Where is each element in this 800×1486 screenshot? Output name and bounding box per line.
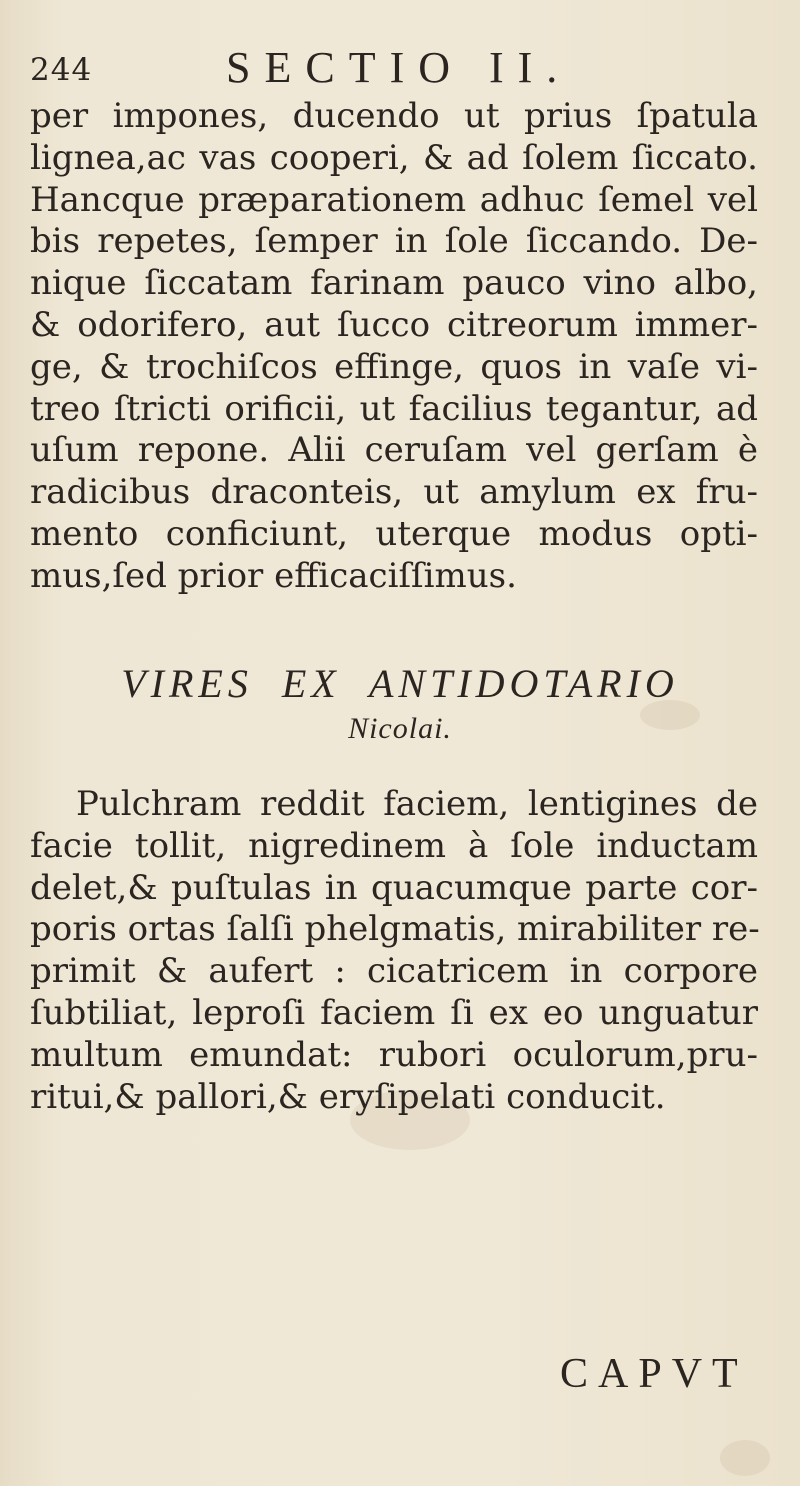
text-line: mus,ſed prior efficaciſſimus.: [30, 555, 517, 596]
paragraph-continued: [30, 96, 758, 598]
text-line: ſubtiliat, leproſi faciem ſi ex eo unguatur: [30, 992, 758, 1033]
text-line: Pulchram reddit faciem, lentigines de: [76, 784, 758, 824]
text-line: ritui,& pallori,& eryſipelati conducit.: [30, 1076, 666, 1117]
text-line: uſum repone. Alii ceruſam vel gerſam è: [30, 430, 758, 471]
text-line: Hancque præparationem adhuc ſemel vel: [30, 179, 758, 220]
section-heading: VIRES EX ANTIDOTARIO: [121, 661, 679, 706]
page-header: [30, 42, 770, 92]
text-line: poris ortas ſalſi phelgmatis, mirabiliter re-: [30, 909, 760, 950]
text-line: bis repetes, ſemper in ſole ſiccando. De-: [30, 221, 758, 262]
text-line: facie tollit, nigredinem à ſole inductam: [30, 825, 758, 866]
text-line: per impones, ducendo ut prius ſpatula: [30, 96, 758, 136]
page-number: 244: [30, 52, 93, 88]
paper-stain: [720, 1440, 770, 1476]
text-line: mento conficiunt, uterque modus opti-: [30, 513, 758, 554]
catchword: CAPVT: [560, 1351, 748, 1397]
text-line: primit & aufert : cicatricem in corpore: [30, 951, 758, 992]
text-line: lignea,ac vas cooperi, & ad ſolem ſiccato.: [30, 137, 758, 178]
text-line: radicibus draconteis, ut amylum ex fru-: [30, 472, 758, 513]
running-head: SECTIO II.: [226, 43, 572, 92]
text-line: treo ſtricti orificii, ut facilius tegantur, ad: [30, 388, 758, 429]
text-line: & odorifero, aut ſucco citreorum immer-: [30, 304, 758, 345]
paragraph-vires: [30, 784, 758, 1118]
text-line: delet,& puſtulas in quacumque parte cor-: [30, 867, 758, 908]
section-subheading: Nicolai.: [348, 712, 452, 745]
text-line: nique ſiccatam farinam pauco vino albo,: [30, 263, 758, 304]
text-line: multum emundat: rubori oculorum,pru-: [30, 1034, 758, 1075]
text-line: ge, & trochiſcos effinge, quos in vaſe vi-: [30, 346, 758, 387]
